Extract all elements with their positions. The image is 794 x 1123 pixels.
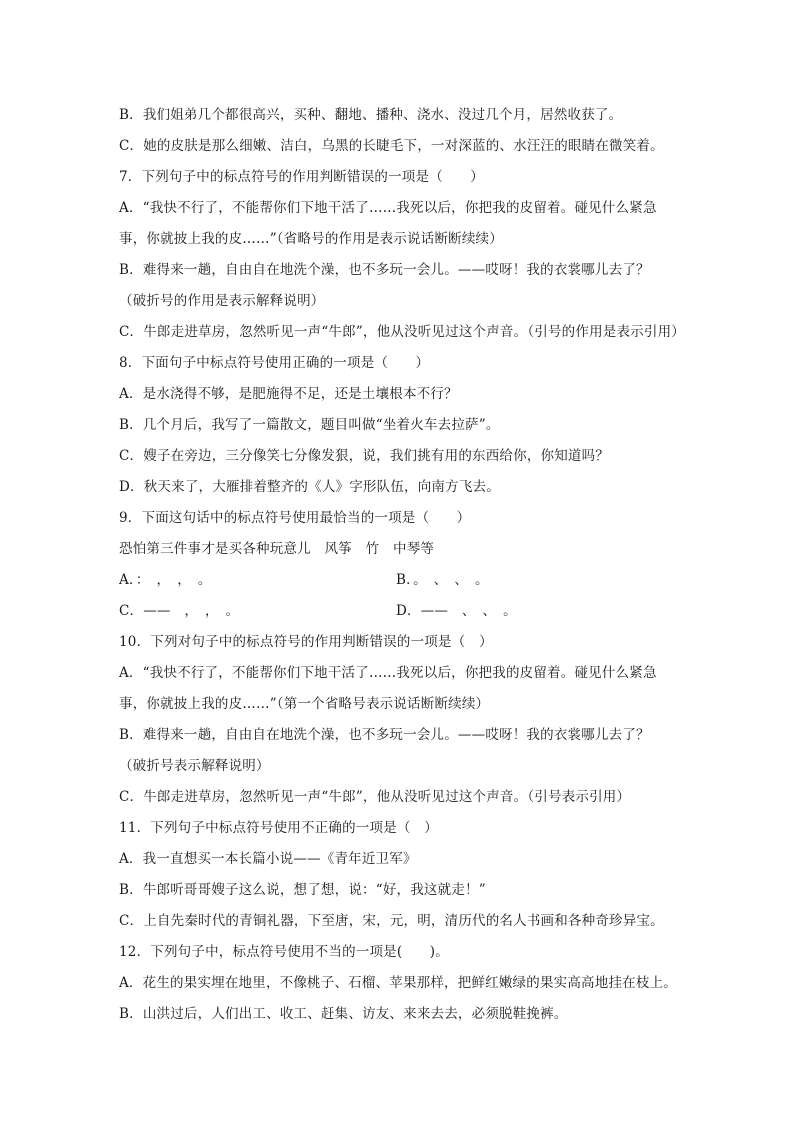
q11-option-b: B．牛郎听哥哥嫂子这么说，想了想，说：“好，我这就走！”	[119, 882, 486, 898]
q7-option-c: C．牛郎走进草房，忽然听见一声“牛郎”，他从没听见过这个声音。（引号的作用是表示引用）	[119, 324, 685, 340]
q9-option-d: D．—— 、 、 。	[396, 603, 517, 619]
q8-option-d: D．秋天来了，大雁排着整齐的《人》字形队伍，向南方飞去。	[119, 479, 500, 495]
q8-option-c: C．嫂子在旁边，三分像笑七分像发狠，说，我们挑有用的东西给你，你知道吗？	[119, 448, 610, 464]
q12-option-a: A．花生的果实埋在地里，不像桃子、石榴、苹果那样，把鲜红嫩绿的果实高高地挂在枝上。	[119, 975, 677, 991]
q8-stem: 8．下面句子中标点符号使用正确的一项是（ ）	[119, 355, 430, 371]
q6-option-b: B．我们姐弟几个都很高兴，买种、翻地、播种、浇水、没过几个月，居然收获了。	[119, 107, 623, 123]
q7-option-b-line1: B．难得来一趟，自由自在地洗个澡，也不多玩一会儿。——哎呀！我的衣裳哪儿去了？	[119, 262, 650, 278]
q12-stem: 12．下列句子中，标点符号使用不当的一项是( )。	[119, 944, 449, 960]
q12-option-b: B．山洪过后，人们出工、收工、赶集、访友、来来去去，必须脱鞋挽裤。	[119, 1006, 568, 1022]
q7-stem: 7．下列句子中的标点符号的作用判断错误的一项是（ ）	[119, 169, 484, 185]
q7-option-a-line1: A．“我快不行了，不能帮你们下地干活了……我死以后，你把我的皮留着。碰见什么紧急	[119, 200, 657, 216]
q11-stem: 11．下列句子中标点符号使用不正确的一项是（ ）	[119, 820, 438, 836]
q9-stem: 9．下面这句话中的标点符号使用最恰当的一项是（ ）	[119, 510, 471, 526]
q7-option-a-line2: 事，你就披上我的皮……”（省略号的作用是表示说话断断续续）	[119, 231, 503, 247]
q6-option-c: C．她的皮肤是那么细嫩、洁白，乌黑的长睫毛下，一对深蓝的、水汪汪的眼睛在微笑着。	[119, 138, 664, 154]
q10-option-a-line2: 事，你就披上我的皮……”（第一个省略号表示说话断断续续）	[119, 696, 490, 712]
q9-option-b: B．。 、 、 。	[396, 572, 489, 588]
q9-option-c: C．—— ， ， 。	[119, 603, 240, 619]
q7-option-b-line2: （破折号的作用是表示解释说明）	[119, 293, 325, 309]
question-text-block	[119, 100, 699, 1030]
q9-sentence: 恐怕第三件事才是买各种玩意儿 风筝 竹 中琴等	[119, 541, 435, 557]
q8-option-a: A．是水浇得不够，是肥施得不足，还是土壤根本不行？	[119, 386, 458, 402]
q11-option-a: A．我一直想买一本长篇小说——《青年近卫军》	[119, 851, 417, 867]
q8-option-b: B．几个月后，我写了一篇散文，题目叫做“坐着火车去拉萨”。	[119, 417, 500, 433]
q11-option-c: C．上自先秦时代的青铜礼器，下至唐，宋，元，明，清历代的名人书画和各种奇珍异宝。	[119, 913, 664, 929]
q9-options-row-1	[119, 565, 699, 596]
q10-option-a-line1: A．“我快不行了，不能帮你们下地干活了……我死以后，你把我的皮留着。碰见什么紧急	[119, 665, 657, 681]
q10-option-b-line2: （破折号表示解释说明）	[119, 758, 270, 774]
q10-option-c: C．牛郎走进草房，忽然听见一声“牛郎”，他从没听见过这个声音。（引号表示引用）	[119, 789, 631, 805]
q9-options-row-2	[119, 596, 699, 627]
q10-option-b-line1: B．难得来一趟，自由自在地洗个澡，也不多玩一会儿。——哎呀！我的衣裳哪儿去了？	[119, 727, 650, 743]
q9-option-a: A．： ， ， 。	[119, 572, 212, 588]
q10-stem: 10．下列对句子中的标点符号的作用判断错误的一项是（ ）	[119, 634, 493, 650]
